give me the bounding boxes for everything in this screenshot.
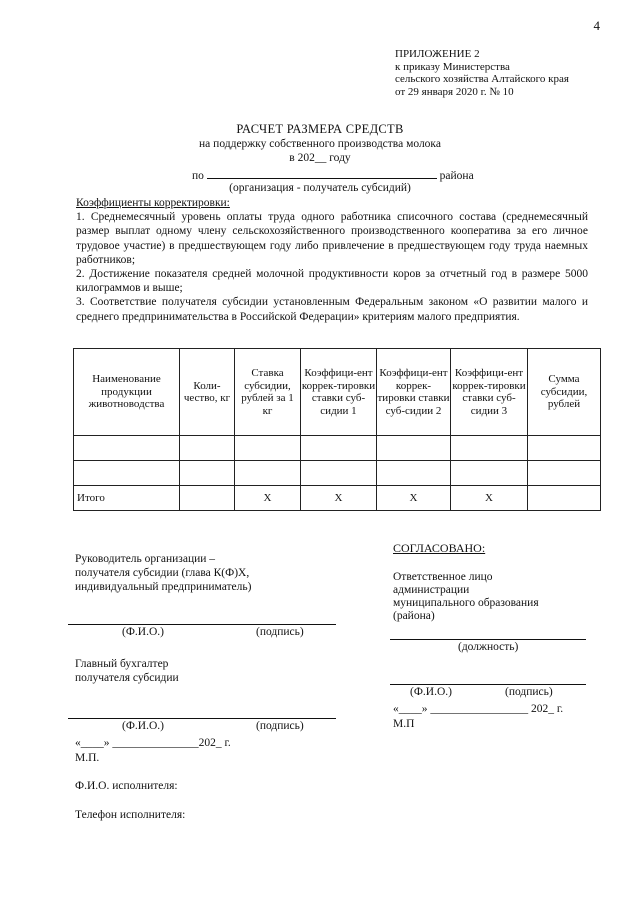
total-coef-3: Х (451, 486, 528, 511)
accountant-fio-label: (Ф.И.О.) (122, 720, 164, 732)
official-signatory (393, 571, 539, 623)
official-line: администрации (393, 584, 470, 596)
official-sign-label: (подпись) (505, 686, 553, 698)
position-line[interactable] (390, 639, 586, 640)
table-cell[interactable] (528, 436, 601, 461)
table-cell[interactable] (301, 436, 377, 461)
org-suffix: района (439, 170, 474, 182)
official-fio-label: (Ф.И.О.) (410, 686, 452, 698)
header-product: Наименование продукции животноводства (74, 349, 180, 436)
coefficient-item: 2. Достижение показателя средней молочной продуктивности коров за отчетный год в размере 5000 килограммов и выше; (76, 268, 588, 295)
coefficient-item: 1. Среднемесячный уровень оплаты труда одного работника списочного состава (среднемесячный размер выплат одному члену сельскохозяйственного производственного кооператива за его личное трудовое участие) в предшествующем году либо привлечение в предшествующем году труда наемных работников; (76, 211, 588, 266)
header-sum: Сумма субсидии, рублей (528, 349, 601, 436)
executor-label: Ф.И.О. исполнителя: (75, 780, 178, 792)
head-line: индивидуальный предприниматель) (75, 581, 252, 593)
head-line: Руководитель организации – (75, 553, 216, 565)
coefficients-block (76, 196, 588, 324)
table-cell[interactable] (528, 461, 601, 486)
organization-field[interactable] (207, 167, 437, 179)
accountant-signature-line[interactable] (68, 718, 336, 719)
page-number: 4 (593, 18, 600, 33)
header-quantity: Коли-чество, кг (180, 349, 235, 436)
official-signature-line[interactable] (390, 684, 586, 685)
table-cell[interactable] (235, 436, 301, 461)
official-stamp: М.П (393, 718, 415, 730)
agreed-heading: СОГЛАСОВАНО: (393, 541, 486, 555)
document-year: в 202__ году (289, 152, 351, 164)
org-prefix: по (192, 170, 204, 182)
accountant-line: получателя субсидии (75, 672, 179, 684)
left-stamp: М.П. (75, 752, 100, 764)
table-cell[interactable] (235, 461, 301, 486)
table-cell[interactable] (451, 461, 528, 486)
official-line: муниципального образования (393, 597, 539, 609)
header-rate: Ставка субсидии, рублей за 1 кг (235, 349, 301, 436)
document-subtitle: на поддержку собственного производства молока (199, 138, 441, 150)
appendix-line: сельского хозяйства Алтайского края (395, 73, 569, 85)
header-coef-3: Коэффици-ент коррек-тировки ставки суб-сидии 3 (451, 349, 528, 436)
accountant-line: Главный бухгалтер (75, 658, 169, 670)
appendix-block (395, 48, 569, 98)
total-coef-1: Х (301, 486, 377, 511)
organization-line (192, 167, 532, 182)
head-sign-label: (подпись) (256, 626, 304, 638)
accountant-sign-label: (подпись) (256, 720, 304, 732)
calculation-table (73, 348, 601, 511)
total-label: Итого (74, 486, 180, 511)
total-rate: Х (235, 486, 301, 511)
header-coef-1: Коэффици-ент коррек-тировки ставки суб-сидии 1 (301, 349, 377, 436)
head-signature-line[interactable] (68, 624, 336, 625)
organization-note: (организация - получатель субсидий) (229, 182, 411, 194)
total-quantity[interactable] (180, 486, 235, 511)
phone-label: Телефон исполнителя: (75, 809, 186, 821)
official-line: (района) (393, 610, 435, 622)
appendix-line: к приказу Министерства (395, 60, 510, 73)
table-cell[interactable] (451, 436, 528, 461)
position-label: (должность) (458, 641, 519, 653)
coefficient-item: 3. Соответствие получателя субсидии установленным Федеральным законом «О развитии малого и среднего предпринимательства в Российской Федерации» критериям малого предприятия. (76, 296, 588, 323)
document-title: РАСЧЕТ РАЗМЕРА СРЕДСТВ (236, 122, 404, 136)
total-sum[interactable] (528, 486, 601, 511)
table-cell[interactable] (74, 461, 180, 486)
table-cell[interactable] (180, 436, 235, 461)
header-coef-2: Коэффици-ент коррек-тировки ставки суб-сидии 2 (377, 349, 451, 436)
table-total-row (74, 486, 601, 511)
left-date[interactable]: «____» _______________202_ г. (75, 737, 231, 749)
appendix-line: ПРИЛОЖЕНИЕ 2 (395, 48, 480, 60)
total-coef-2: Х (377, 486, 451, 511)
table-cell[interactable] (301, 461, 377, 486)
table-cell[interactable] (180, 461, 235, 486)
coefficients-heading: Коэффициенты корректировки: (76, 197, 230, 209)
table-header-row (74, 349, 601, 436)
official-date[interactable]: «____» _________________ 202_ г. (393, 703, 564, 715)
head-line: получателя субсидии (глава К(Ф)Х, (75, 567, 250, 579)
head-signatory (75, 552, 251, 594)
table-cell[interactable] (74, 436, 180, 461)
table-row (74, 461, 601, 486)
table-row (74, 436, 601, 461)
appendix-line: от 29 января 2020 г. № 10 (395, 85, 514, 98)
table-cell[interactable] (377, 436, 451, 461)
head-fio-label: (Ф.И.О.) (122, 626, 164, 638)
accountant-signatory (75, 657, 179, 685)
official-line: Ответственное лицо (393, 571, 493, 583)
table-cell[interactable] (377, 461, 451, 486)
